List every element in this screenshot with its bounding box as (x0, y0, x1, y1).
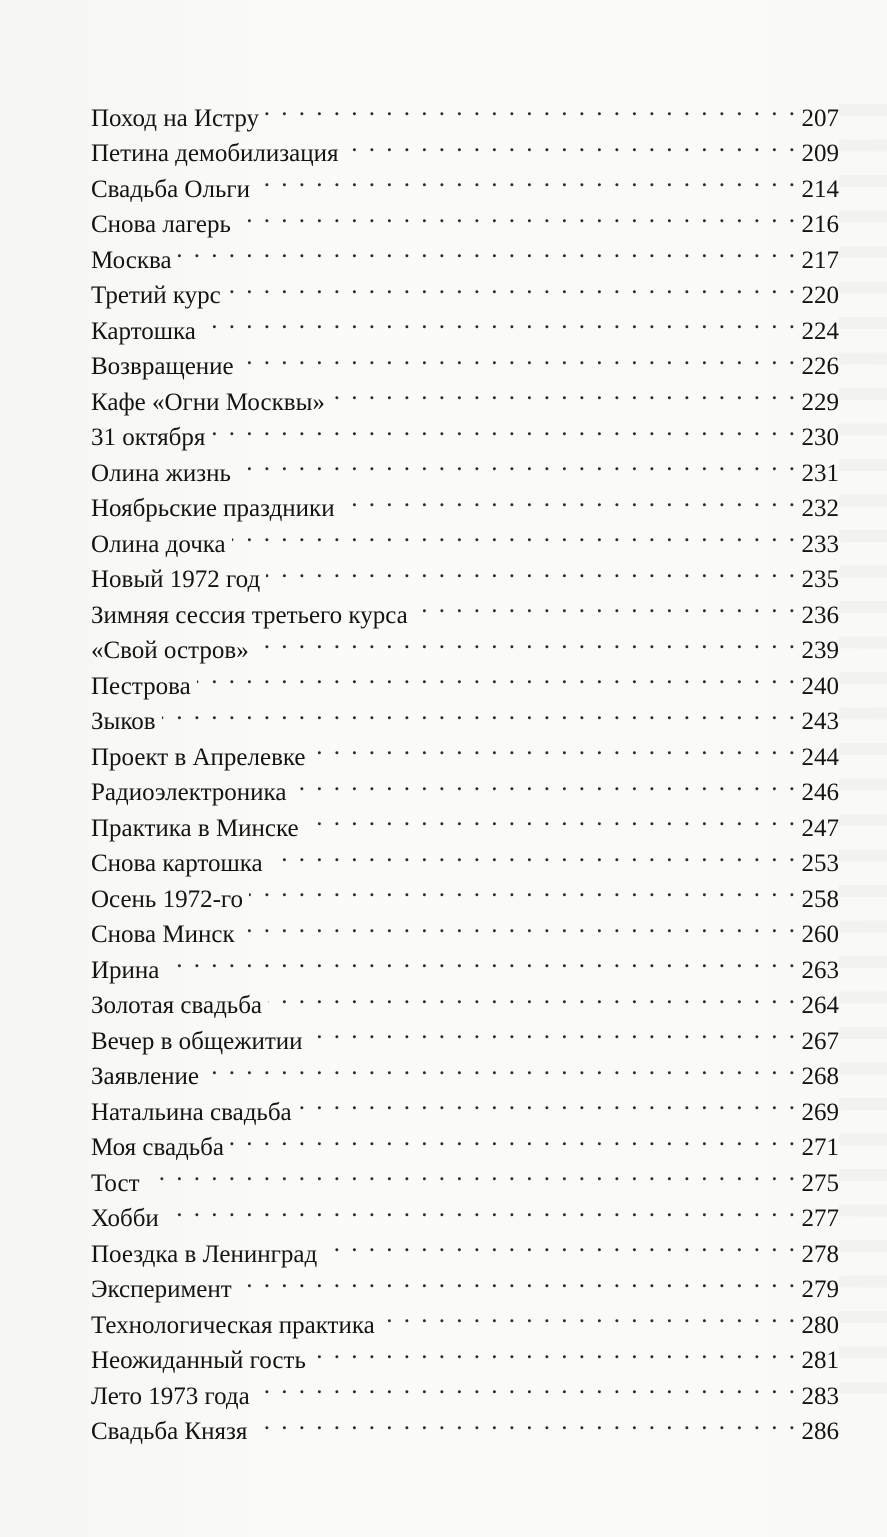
toc-entry-title: Золотая свадьба (91, 992, 263, 1019)
toc-entry-page: 260 (801, 921, 839, 948)
dot-leader (162, 694, 798, 730)
toc-entry-title: Ноябрьские праздники (91, 495, 335, 522)
toc-entry-page: 244 (801, 743, 839, 771)
dot-leader (197, 658, 798, 694)
toc-entry-page: 281 (801, 1347, 839, 1374)
toc-entry-page: 258 (801, 885, 839, 913)
toc-entry-page: 267 (801, 1027, 839, 1055)
dot-leader (266, 552, 797, 588)
toc-entry (91, 339, 839, 380)
toc-entry-title: Заявление (91, 1063, 200, 1090)
toc-entry (91, 978, 839, 1019)
dot-leader (165, 942, 797, 978)
dot-leader (146, 1155, 798, 1191)
toc-entry-title: Моя свадьба (91, 1134, 224, 1161)
toc-entry-title: Снова картошка (91, 850, 263, 877)
dot-leader (211, 410, 797, 446)
dot-leader (268, 978, 797, 1014)
toc-entry-title: Зимняя сессия третьего курса (91, 601, 408, 629)
toc-entry (91, 729, 839, 771)
toc-entry (91, 232, 839, 274)
dot-leader (165, 1191, 798, 1227)
toc-entry-title: Пестрова (91, 672, 191, 700)
toc-entry-page: 268 (801, 1063, 839, 1090)
dot-leader (309, 1013, 798, 1049)
toc-entry-title: Возвращение (91, 353, 234, 380)
toc-entry-page: 209 (801, 140, 839, 167)
toc-entry-title: Лето 1973 года (91, 1382, 250, 1410)
toc-entry-title: Свадьба Князя (91, 1418, 248, 1445)
toc-entry-page: 207 (801, 104, 839, 132)
toc-entry-page: 243 (801, 708, 839, 735)
dot-leader (255, 623, 798, 659)
toc-entry-title: Натальина свадьба (91, 1098, 292, 1126)
toc-entry-title: «Свой остров» (91, 637, 249, 664)
toc-entry-title: Поход на Истру (91, 104, 260, 132)
toc-entry-title: Свадьба Ольги (91, 175, 250, 203)
table-of-contents (91, 90, 839, 1445)
dot-leader (227, 268, 798, 304)
toc-entry-page: 232 (801, 495, 839, 522)
toc-entry-title: Новый 1972 год (91, 566, 261, 593)
dot-leader (292, 765, 797, 801)
dot-leader (202, 303, 798, 339)
toc-entry-page: 224 (801, 317, 839, 345)
toc-entry (91, 658, 839, 700)
toc-entry-page: 233 (801, 530, 839, 558)
dot-leader (345, 126, 798, 162)
show-through-margin (839, 90, 887, 1410)
toc-entry (91, 268, 839, 309)
toc-entry-title: Тост (91, 1169, 140, 1197)
dot-leader (256, 161, 798, 197)
dot-leader (249, 871, 797, 907)
dot-leader (237, 445, 798, 481)
toc-entry-page: 283 (801, 1382, 839, 1410)
dot-leader (178, 232, 798, 268)
toc-entry-page: 229 (801, 388, 839, 416)
toc-entry-page: 217 (801, 246, 839, 274)
toc-entry (91, 90, 839, 132)
toc-entry-title: Олина дочка (91, 530, 226, 558)
toc-entry-page: 240 (801, 672, 839, 700)
dot-leader (205, 1049, 797, 1085)
toc-entry (91, 694, 839, 735)
dot-leader (253, 1404, 797, 1440)
toc-entry-title: Кафе «Огни Москвы» (91, 388, 325, 416)
toc-entry-page: 214 (801, 175, 839, 203)
toc-entry-page: 271 (801, 1134, 839, 1161)
dot-leader (331, 374, 798, 410)
toc-entry-page: 275 (801, 1169, 839, 1197)
toc-entry-page: 226 (801, 353, 839, 380)
toc-entry-title: 31 октября (91, 424, 206, 451)
dot-leader (305, 800, 798, 836)
toc-entry-title: Ирина (91, 956, 160, 984)
toc-entry-page: 236 (801, 601, 839, 629)
toc-entry-title: Олина жизнь (91, 459, 231, 487)
toc-entry-title: Снова Минск (91, 921, 235, 948)
toc-entry-page: 220 (801, 282, 839, 309)
dot-leader (414, 587, 798, 623)
dot-leader (298, 1084, 798, 1120)
toc-entry (91, 1226, 839, 1268)
toc-entry-page: 279 (801, 1276, 839, 1303)
toc-entry-title: Осень 1972-го (91, 885, 244, 913)
dot-leader (312, 729, 798, 765)
toc-entry-title: Снова лагерь (91, 211, 231, 238)
toc-entry-title: Эксперимент (91, 1276, 232, 1303)
toc-entry-page: 216 (801, 211, 839, 238)
toc-entry-title: Москва (91, 246, 172, 274)
toc-entry-title: Проект в Апрелевке (91, 743, 306, 771)
toc-entry-page: 231 (801, 459, 839, 487)
dot-leader (241, 907, 798, 943)
dot-leader (237, 197, 798, 233)
dot-leader (238, 1262, 798, 1298)
toc-entry-page: 286 (801, 1418, 839, 1445)
toc-entry-page: 253 (801, 850, 839, 877)
dot-leader (265, 90, 797, 126)
toc-entry-title: Третий курс (91, 282, 221, 309)
toc-entry-page: 280 (801, 1311, 839, 1339)
toc-entry-page: 239 (801, 637, 839, 664)
toc-entry-page: 277 (801, 1205, 839, 1232)
toc-entry-title: Вечер в общежитии (91, 1027, 303, 1055)
toc-entry-title: Радиоэлектроника (91, 779, 287, 806)
toc-entry-title: Петина демобилизация (91, 140, 339, 167)
toc-entry-title: Зыков (91, 708, 156, 735)
toc-entry-title: Картошка (91, 317, 196, 345)
toc-entry-title: Поездка в Ленинград (91, 1240, 318, 1268)
dot-leader (312, 1333, 798, 1369)
toc-entry (91, 942, 839, 984)
toc-entry-page: 264 (801, 992, 839, 1019)
dot-leader (323, 1226, 797, 1262)
toc-entry-page: 263 (801, 956, 839, 984)
toc-entry-page: 235 (801, 566, 839, 593)
toc-entry-page: 247 (801, 814, 839, 842)
toc-entry (91, 1155, 839, 1197)
toc-entry-title: Хобби (91, 1205, 159, 1232)
toc-entry-page: 230 (801, 424, 839, 451)
toc-entry-title: Неожиданный гость (91, 1347, 306, 1374)
toc-entry-title: Практика в Минске (91, 814, 299, 842)
toc-entry (91, 1191, 839, 1232)
toc-entry-title: Технологическая практика (91, 1311, 375, 1339)
dot-leader (240, 339, 798, 375)
toc-entry (91, 303, 839, 345)
toc-entry-page: 278 (801, 1240, 839, 1268)
dot-leader (381, 1297, 798, 1333)
dot-leader (269, 836, 798, 872)
dot-leader (230, 1120, 798, 1156)
dot-leader (341, 481, 798, 517)
dot-leader (232, 516, 798, 552)
dot-leader (256, 1368, 798, 1404)
toc-entry-page: 269 (801, 1098, 839, 1126)
toc-entry-page: 246 (801, 779, 839, 806)
